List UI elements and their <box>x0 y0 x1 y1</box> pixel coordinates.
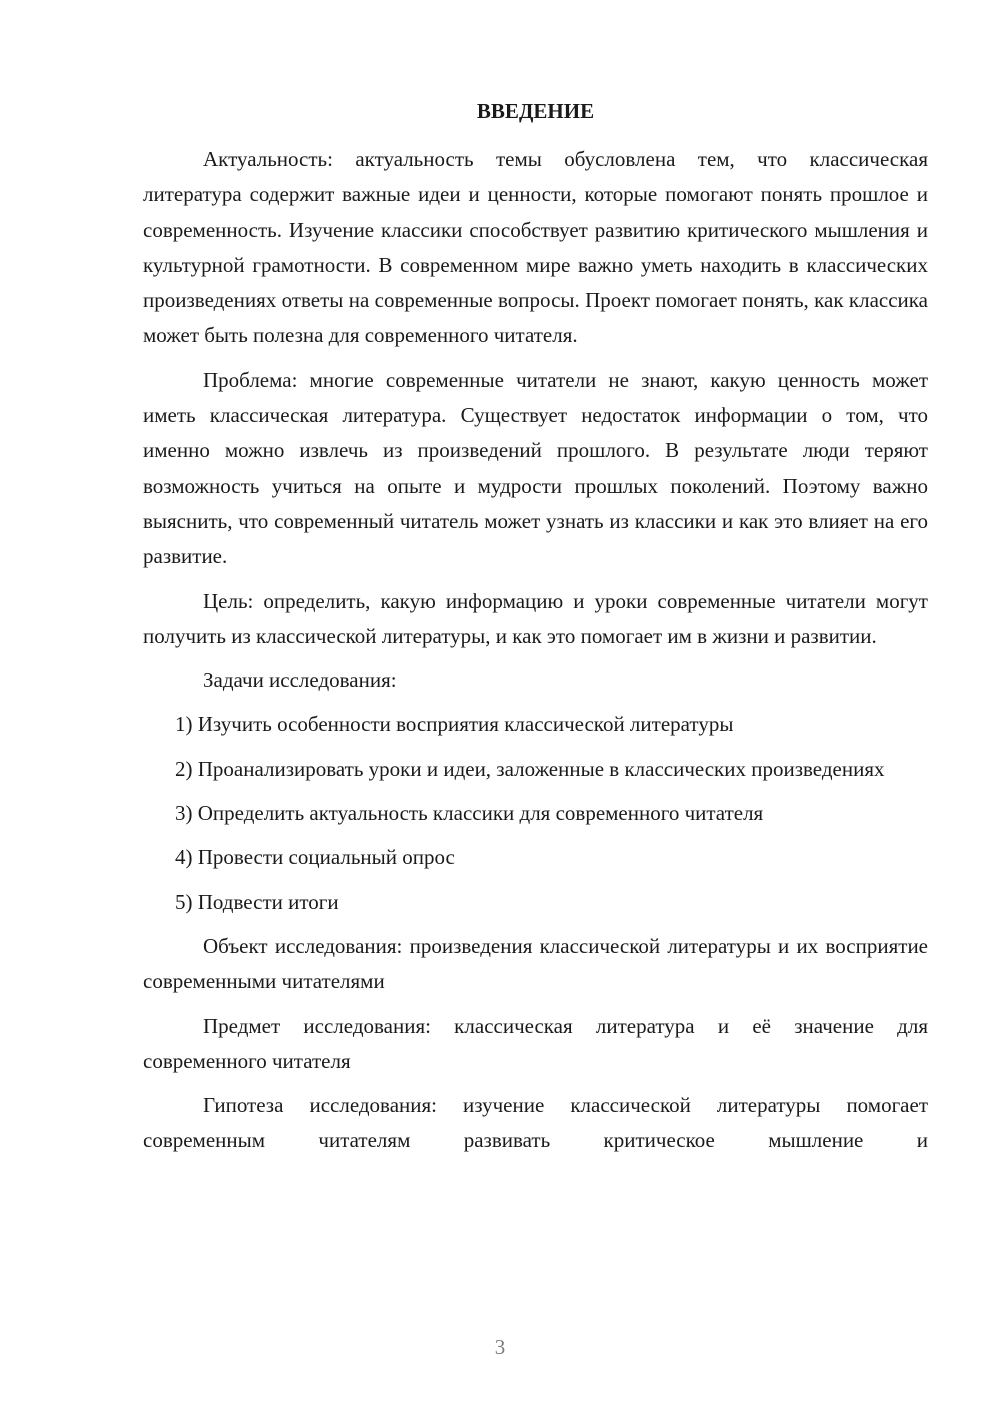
page-content <box>143 96 928 1168</box>
task-item: 2) Проанализировать уроки и идеи, заложенные в классических произведениях <box>175 756 885 781</box>
object-paragraph: Объект исследования: произведения классической литературы и их восприятие современными читателями <box>143 933 928 994</box>
task-item: 5) Подвести итоги <box>175 889 339 914</box>
page-number: 3 <box>494 1335 506 1359</box>
relevance-paragraph: Актуальность: актуальность темы обусловлена тем, что классическая литература содержит важные идеи и ценности, которые помогают понять прошлое и современность. Изучение классики способствует развитию критического мышления и культурной грамотности. В современном мире важно уметь находить в классических произведениях ответы на современные вопросы. Проект помогает понять, как классика может быть полезна для современного читателя. <box>143 147 928 348</box>
tasks-list <box>143 707 928 919</box>
task-item: 1) Изучить особенности восприятия классической литературы <box>175 712 734 737</box>
subject-paragraph: Предмет исследования: классическая литература и её значение для современного читателя <box>143 1013 928 1073</box>
goal-paragraph: Цель: определить, какую информацию и уроки современные читатели могут получить из классической литературы, и как это помогает им в жизни и развитии. <box>143 588 928 648</box>
hypothesis-paragraph: Гипотеза исследования: изучение классической литературы помогает современным читателям развивать критическое мышление и <box>143 1093 928 1153</box>
task-item: 3) Определить актуальность классики для современного читателя <box>175 801 764 826</box>
problem-paragraph: Проблема: многие современные читатели не знают, какую ценность может иметь классическая литература. Существует недостаток информации о том, что именно можно извлечь из произведений прошлого. В результате люди теряют возможность учиться на опыте и мудрости прошлых поколений. Поэтому важно выяснить, что современный читатель может узнать из классики и как это влияет на его развитие. <box>143 367 928 569</box>
task-item: 4) Провести социальный опрос <box>175 845 455 870</box>
tasks-heading: Задачи исследования: <box>203 668 397 693</box>
section-title: ВВЕДЕНИЕ <box>476 99 595 123</box>
